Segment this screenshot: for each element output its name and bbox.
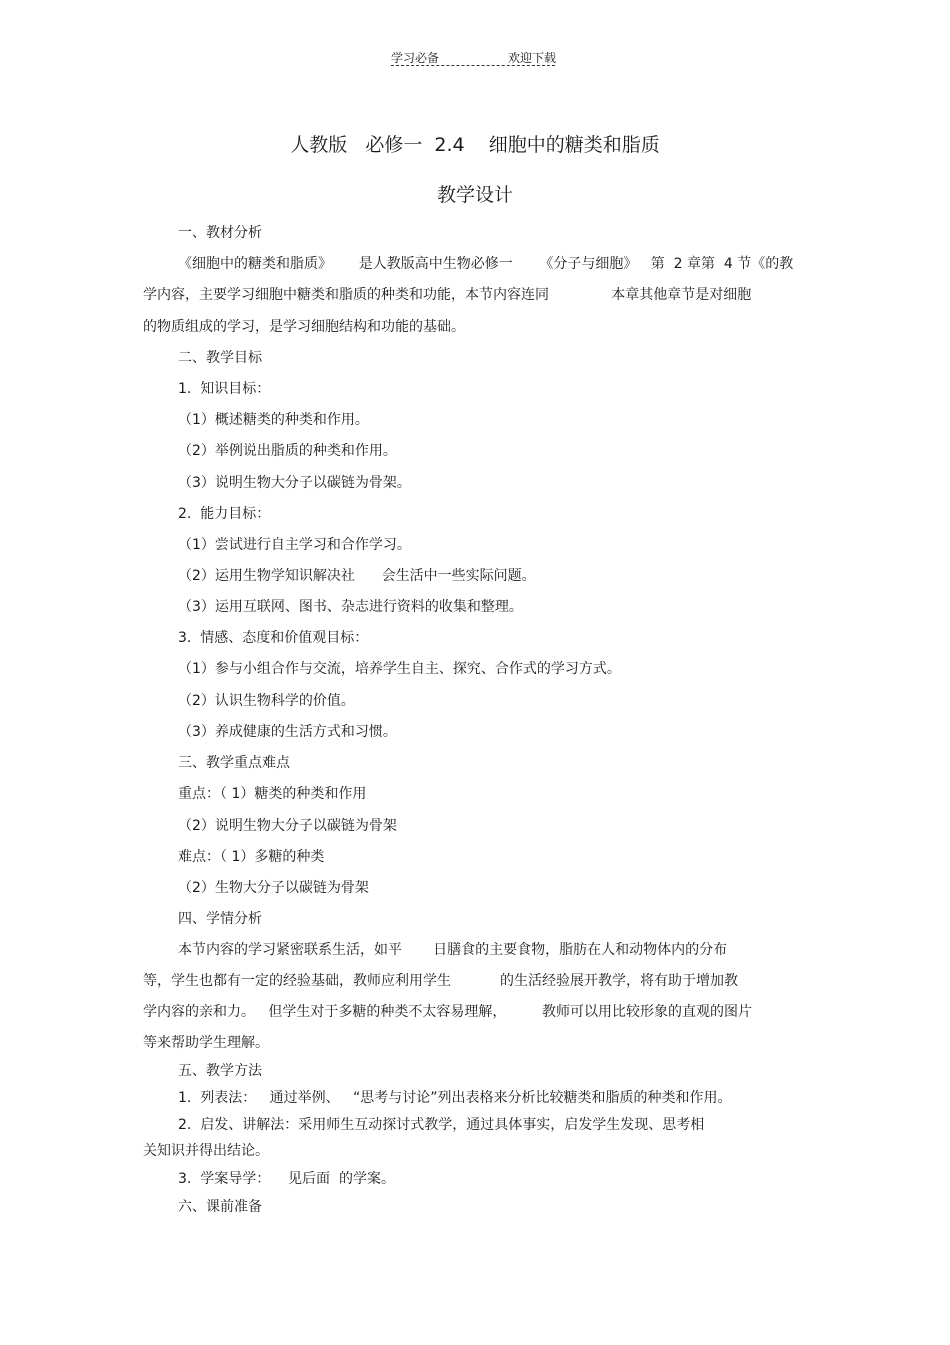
section-heading-learner-analysis: 四、学情分析	[178, 911, 262, 927]
header-divider	[391, 65, 555, 66]
paragraph-line: 《细胞中的糖类和脂质》 是人教版高中生物必修一 《分子与细胞》 第 2 章第 4 节《的教	[178, 256, 794, 272]
paragraph-line: 关知识并得出结论。	[143, 1143, 269, 1159]
list-item: （3）说明生物大分子以碳链为骨架。	[178, 475, 411, 491]
list-item: 1. 列表法： 通过举例、 “思考与讨论”列出表格来分析比较糖类和脂质的种类和作用。	[178, 1090, 732, 1106]
header-right-text: 欢迎下载	[508, 51, 557, 65]
list-item: 2. 启发、讲解法：采用师生互动探讨式教学，通过具体事实，启发学生发现、思考相	[178, 1117, 705, 1133]
document-title: 人教版 必修一 2.4 细胞中的糖类和脂质	[290, 134, 660, 156]
list-item: （2）举例说出脂质的种类和作用。	[178, 443, 397, 459]
list-item: （3）养成健康的生活方式和习惯。	[178, 724, 397, 740]
list-item: （2）说明生物大分子以碳链为骨架	[178, 818, 397, 834]
list-item: （1）尝试进行自主学习和合作学习。	[178, 537, 411, 553]
paragraph-line: 学内容的亲和力。 但学生对于多糖的种类不太容易理解， 教师可以用比较形象的直观的图片	[143, 1004, 752, 1020]
list-item: 重点：（ 1）糖类的种类和作用	[178, 786, 367, 802]
section-heading-teaching-goals: 二、教学目标	[178, 350, 262, 366]
subheading-emotion-goals: 3. 情感、态度和价值观目标：	[178, 630, 369, 646]
subheading-knowledge-goals: 1. 知识目标：	[178, 381, 271, 397]
list-item: （1）参与小组合作与交流，培养学生自主、探究、合作式的学习方式。	[178, 661, 621, 677]
paragraph-line: 等来帮助学生理解。	[143, 1035, 269, 1051]
list-item: 3. 学案导学： 见后面 的学案。	[178, 1171, 395, 1187]
section-heading-key-points: 三、教学重点难点	[178, 755, 290, 771]
subheading-ability-goals: 2. 能力目标：	[178, 506, 271, 522]
section-heading-textbook-analysis: 一、教材分析	[178, 225, 262, 241]
list-item: （2）生物大分子以碳链为骨架	[178, 880, 369, 896]
header-left-text: 学习必备	[391, 51, 440, 65]
paragraph-line: 等，学生也都有一定的经验基础，教师应利用学生 的生活经验展开教学，将有助于增加教	[143, 973, 738, 989]
list-item: （2）运用生物学知识解决社 会生活中一些实际问题。	[178, 568, 536, 584]
paragraph-line: 学内容，主要学习细胞中糖类和脂质的种类和功能，本节内容连同 本章其他章节是对细胞	[143, 287, 752, 303]
list-item: （2）认识生物科学的价值。	[178, 693, 355, 709]
list-item: （1）概述糖类的种类和作用。	[178, 412, 369, 428]
paragraph-line: 本节内容的学习紧密联系生活，如平 日膳食的主要食物，脂肪在人和动物体内的分布	[178, 942, 728, 958]
section-heading-preparation: 六、课前准备	[178, 1199, 262, 1215]
list-item: 难点：（ 1）多糖的种类	[178, 849, 325, 865]
list-item: （3）运用互联网、图书、杂志进行资料的收集和整理。	[178, 599, 523, 615]
paragraph-line: 的物质组成的学习，是学习细胞结构和功能的基础。	[143, 319, 465, 335]
section-heading-teaching-methods: 五、教学方法	[178, 1063, 262, 1079]
document-subtitle: 教学设计	[436, 184, 513, 206]
